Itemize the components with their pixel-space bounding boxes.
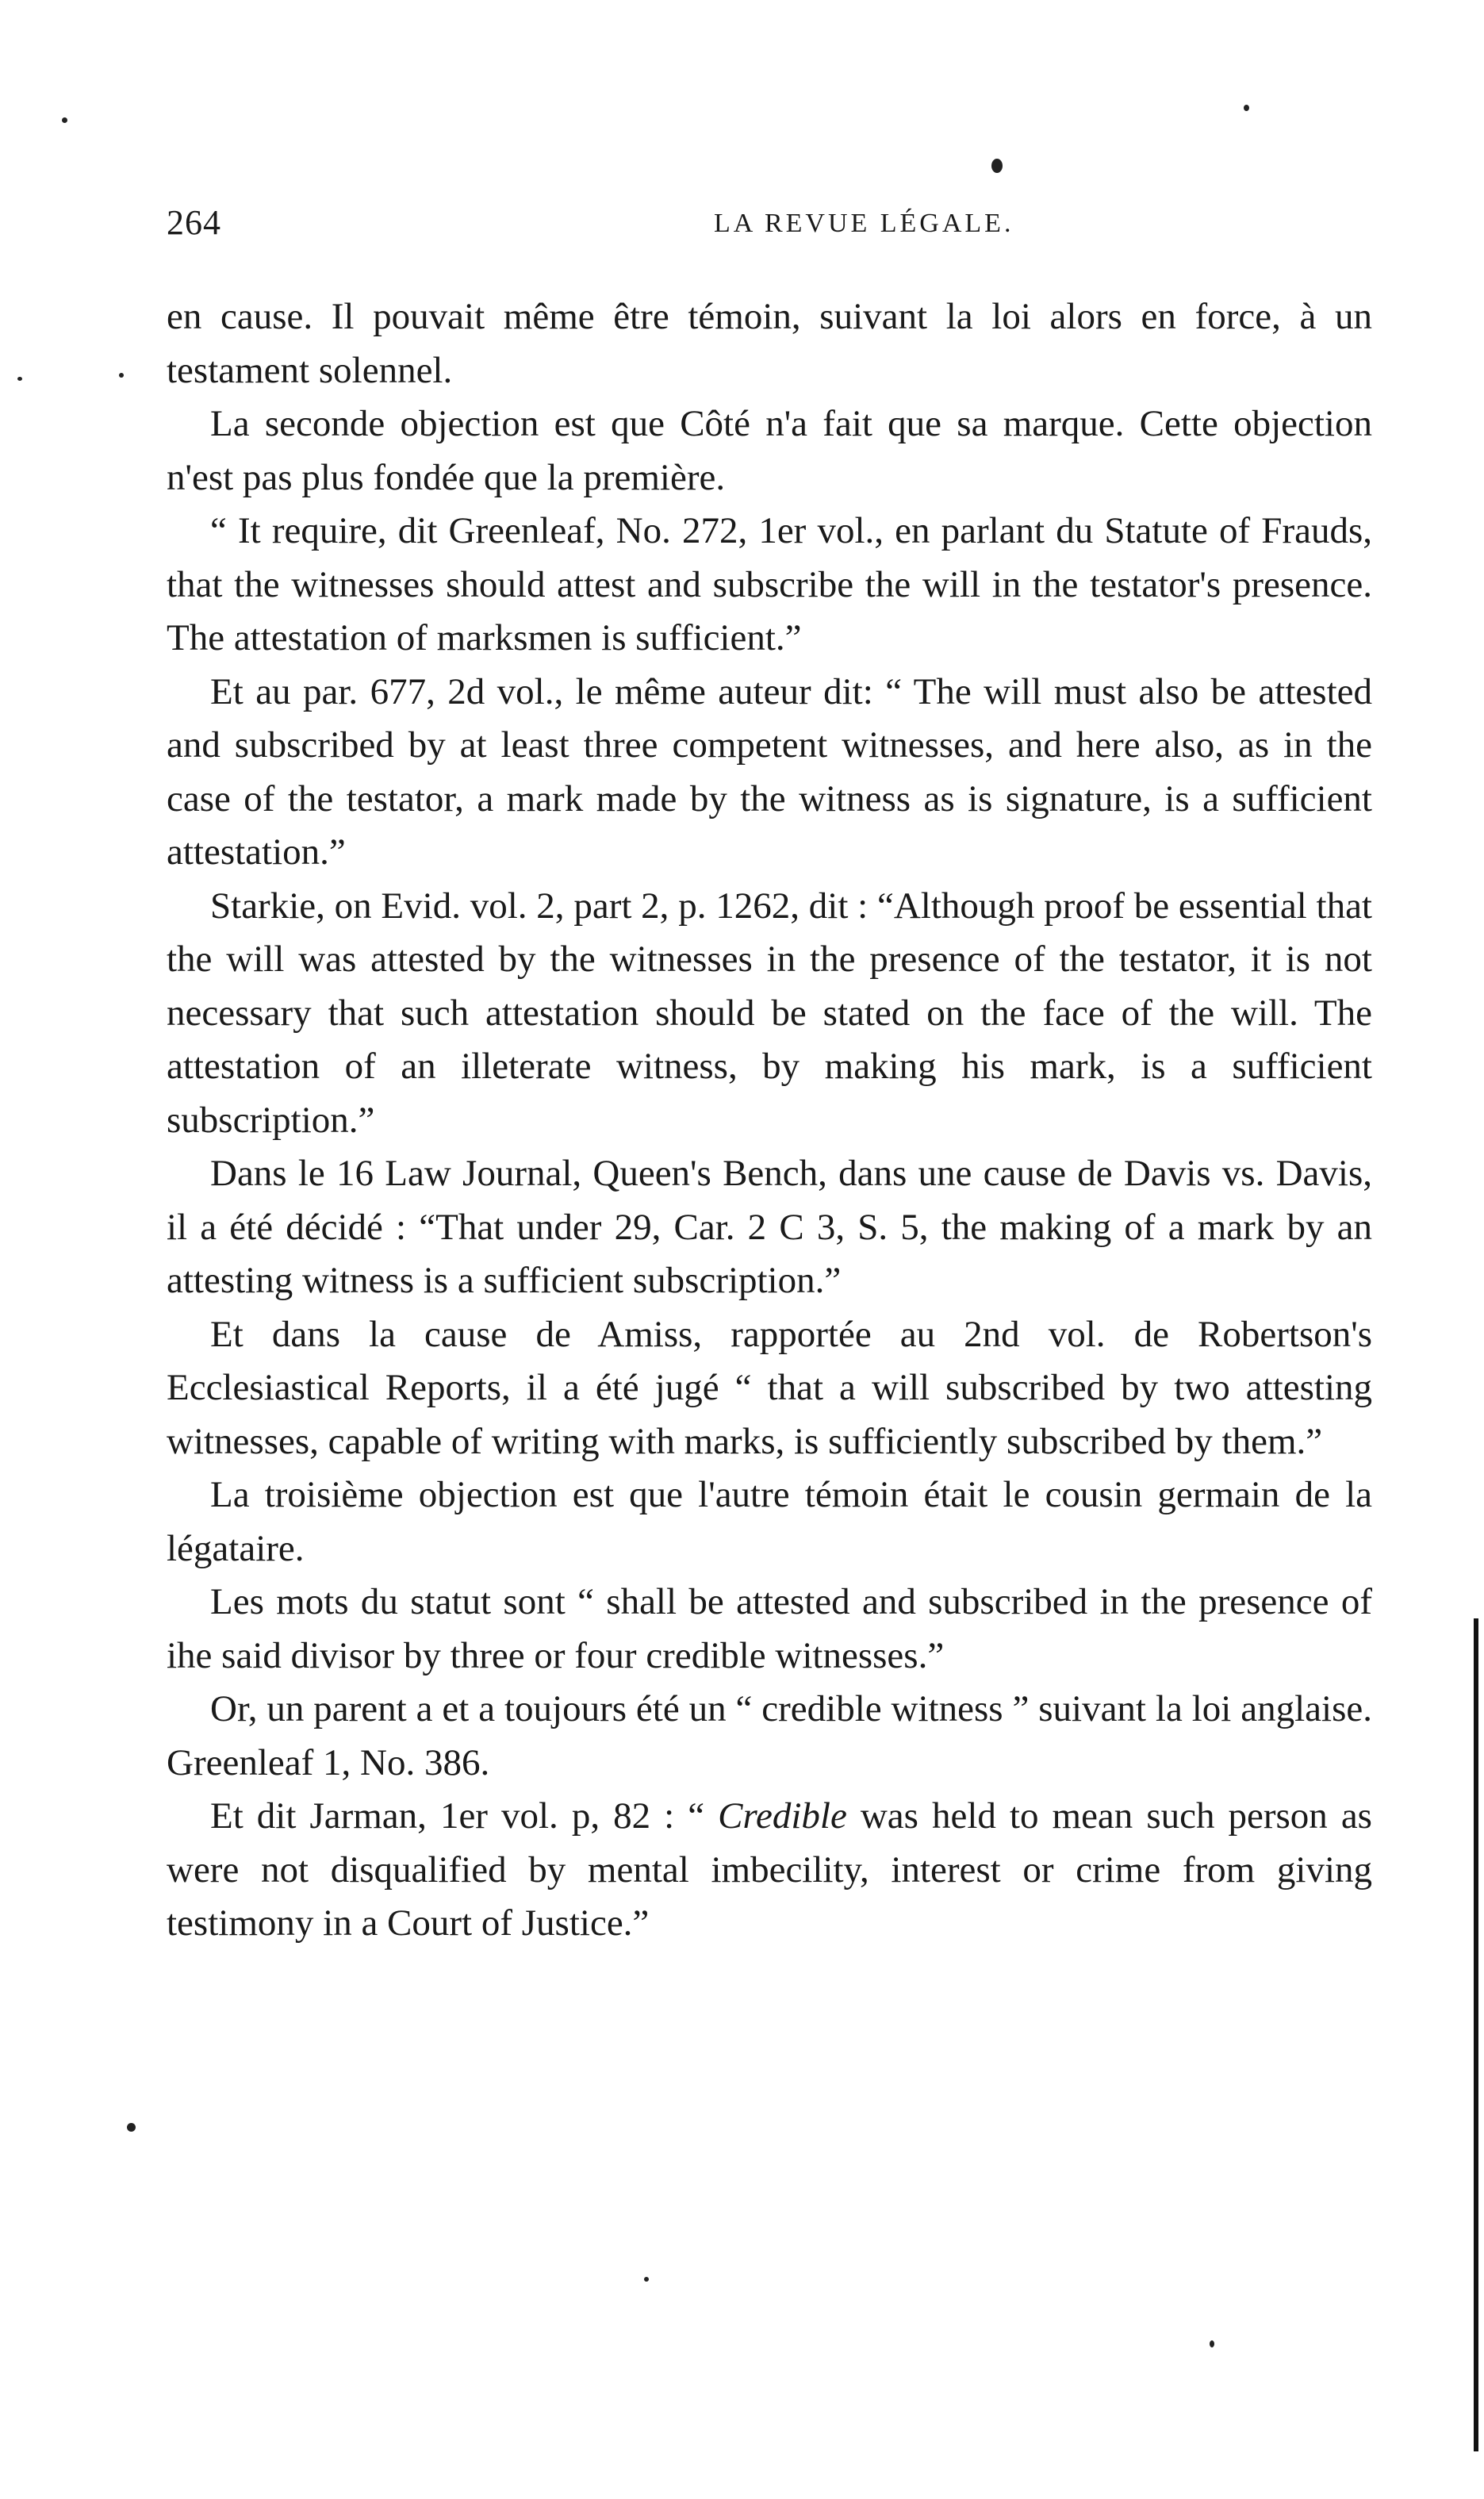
scan-speck bbox=[991, 159, 1003, 173]
paragraph: La seconde objection est que Côté n'a fait que sa marque. Cette objection n'est pas plus fondée que la première. bbox=[167, 403, 1372, 498]
paragraph: Et au par. 677, 2d vol., le même auteur dit: “ The will must also be attested and subscribed by at least three competent witnesses, and here also, as in the case of the testator, a mark made by the witness as is signature, is a sufficient attestation.” bbox=[167, 670, 1372, 873]
scan-speck bbox=[644, 2277, 649, 2282]
body-text bbox=[167, 290, 1372, 1951]
paragraph: Dans le 16 Law Journal, Queen's Bench, dans une cause de Davis vs. Davis, il a été décidé : “That under 29, Car. 2 C 3, S. 5, the making of a mark by an attesting witness is a sufficient subscription.” bbox=[167, 1153, 1372, 1301]
scan-edge-mark bbox=[1474, 1618, 1478, 2451]
paragraph-text: Et dit Jarman, 1er vol. p, 82 : “ bbox=[210, 1795, 719, 1837]
journal-title: LA REVUE LÉGALE. bbox=[714, 209, 1014, 238]
paragraph-text: was held to mean such person as were not disqualified by mental imbecility, interest or crime from giving testimony in a Court of Justice.” bbox=[167, 1795, 1372, 1944]
page-number: 264 bbox=[167, 203, 221, 242]
scan-speck bbox=[127, 2123, 136, 2132]
scan-speck bbox=[17, 377, 22, 381]
paragraph: Et dans la cause de Amiss, rapportée au 2nd vol. de Robertson's Ecclesiastical Reports, il a été jugé “ that a will subscribed by two attesting witnesses, capable of writing with marks, is sufficiently subscribed by them.” bbox=[167, 1313, 1372, 1462]
paragraph: Or, un parent a et a toujours été un “ credible witness ” suivant la loi anglaise. Greenleaf 1, No. 386. bbox=[167, 1688, 1372, 1783]
running-head bbox=[167, 202, 1372, 250]
scan-speck bbox=[119, 373, 124, 378]
scan-speck bbox=[1210, 2340, 1214, 2347]
paragraph-jarman bbox=[167, 1790, 1372, 1951]
paragraph: “ It require, dit Greenleaf, No. 272, 1er vol., en parlant du Statute of Frauds, that the witnesses should attest and subscribe the will in the testator's presence. The attestation of marksmen is sufficient.” bbox=[167, 510, 1372, 658]
paragraph: en cause. Il pouvait même être témoin, suivant la loi alors en force, à un testament solennel. bbox=[167, 296, 1372, 391]
paragraph: La troisième objection est que l'autre témoin était le cousin germain de la légataire. bbox=[167, 1474, 1372, 1569]
scan-speck bbox=[62, 117, 67, 123]
paragraph: Starkie, on Evid. vol. 2, part 2, p. 1262, dit : “Although proof be essential that the will was attested by the witnesses in the presence of the testator, it is not necessary that such attestation should be stated on the face of the will. The attestation of an illeterate witness, by making his mark, is a sufficient subscription.” bbox=[167, 885, 1372, 1141]
scan-speck bbox=[1244, 105, 1249, 111]
italic-term: Credible bbox=[718, 1795, 847, 1837]
paragraph: Les mots du statut sont “ shall be attested and subscribed in the presence of ihe said divisor by three or four credible witnesses.” bbox=[167, 1581, 1372, 1676]
